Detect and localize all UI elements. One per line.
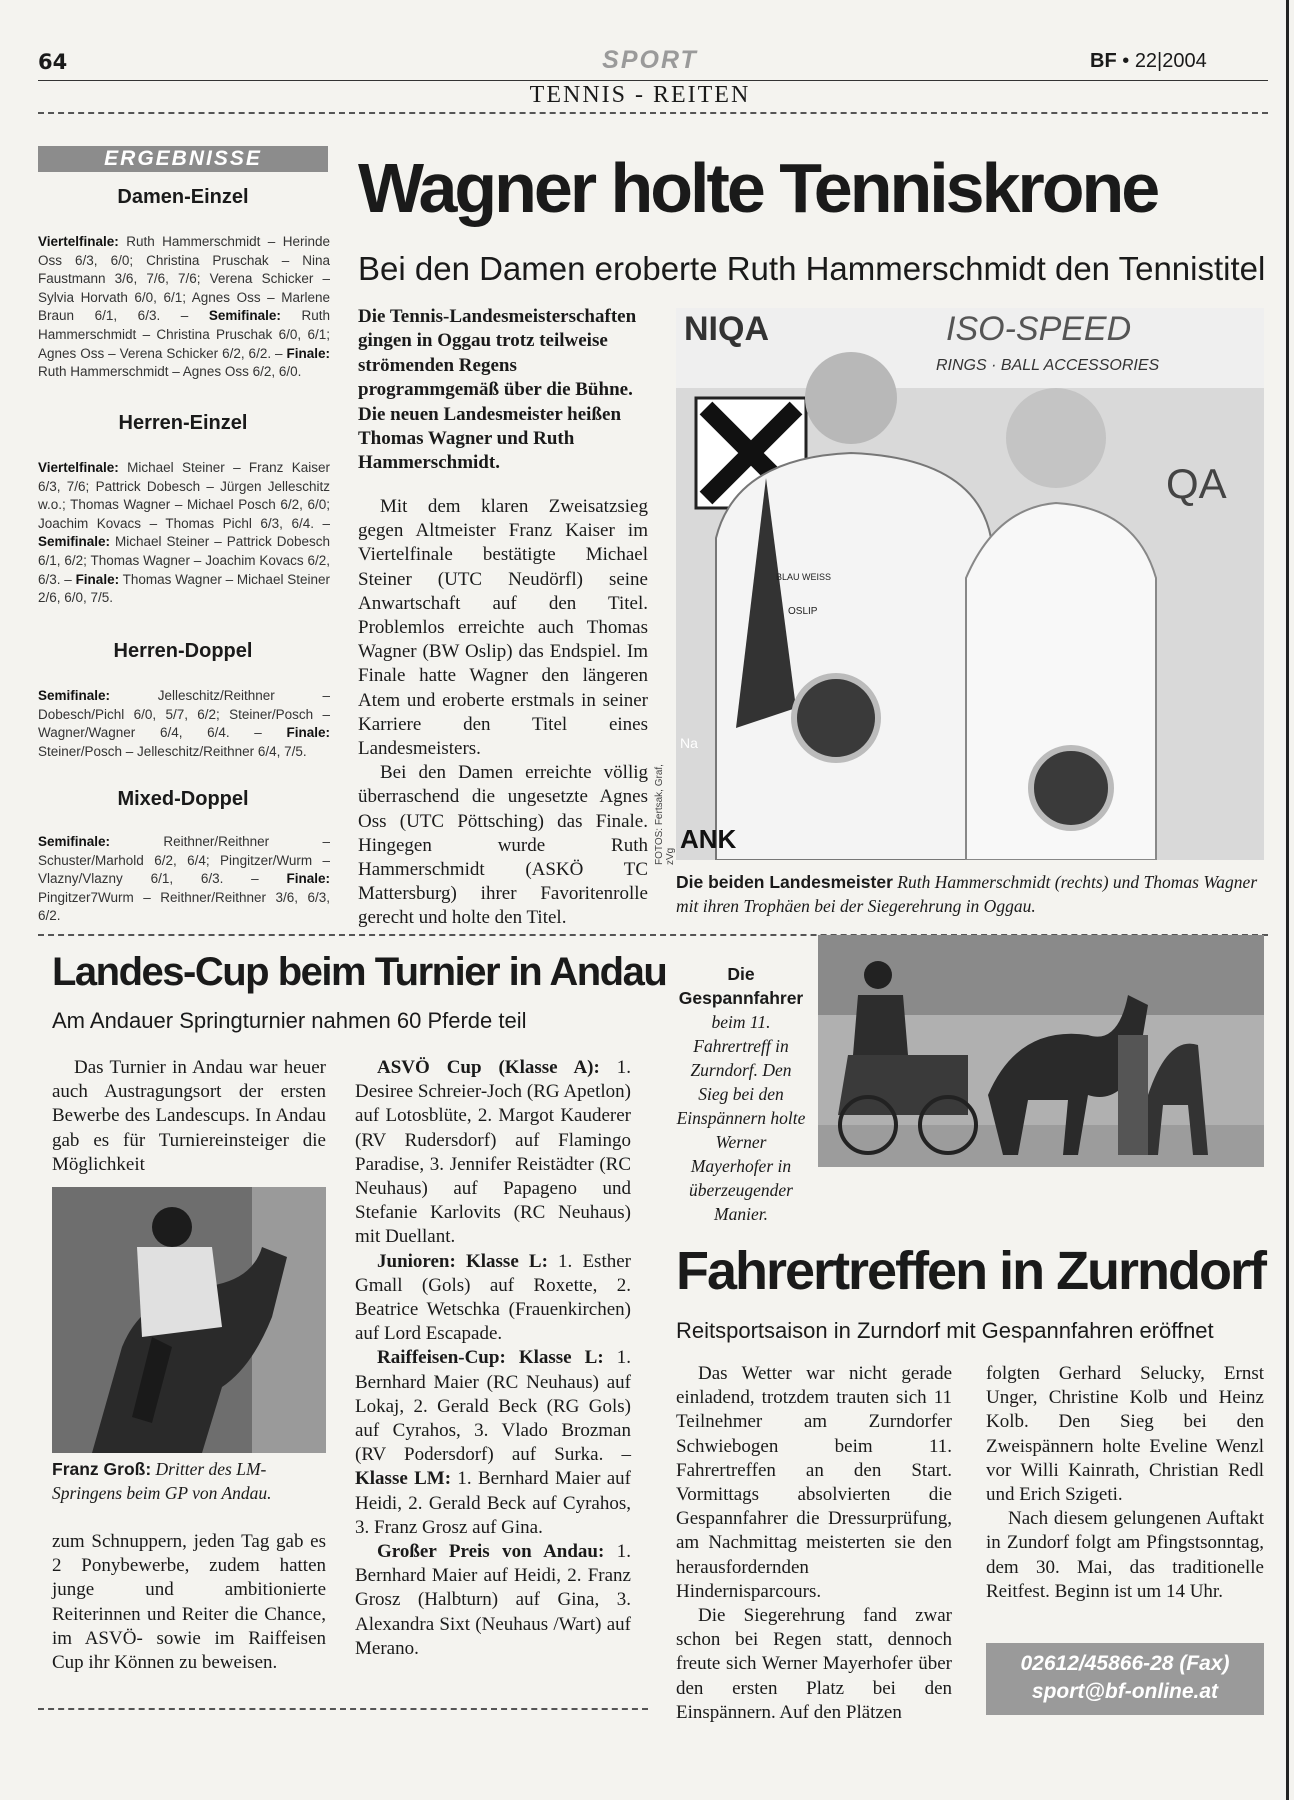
zurndorf-photo: [818, 935, 1264, 1167]
result-text: Ruth Hammerschmidt – Herinde Oss 6/3, 6/0; Christina Pruschak – Nina Faustmann 3/6, 7/6, 7/6; Verena Schicker – Sylvia Horvath 6/0, 6/1; Agnes Oss – Marlene Braun 6/1, 6/3. –: [38, 234, 330, 324]
tennis-caption-bold: Die beiden Landesmeister: [676, 872, 893, 892]
results-herren-einzel: [38, 459, 330, 608]
result-label: Semifinale:: [38, 834, 111, 849]
results-heading-herren-einzel: Herren-Einzel: [118, 412, 248, 434]
tennis-headline: Wagner holte Tenniskrone: [358, 149, 1158, 227]
results-mixed-doppel: [38, 833, 330, 926]
tennis-paragraph: Mit dem klaren Zweisatzsieg gegen Altmeister Franz Kaiser im Viertelfinale bestätigte Michael Steiner (UTC Neudörfl) seine Anwartschaft auf den Titel. Problemlos erreichte auch Thomas Wagner (BW Oslip) das Endspiel. Im Finale hatte Wagner den längeren Atem und eroberte erstmals in seiner Karriere den Titel eines Landesmeisters.: [358, 496, 648, 760]
andau-result-text: 1. Bernhard Maier (RC Neuhaus) auf Lokaj, 2. Gerald Beck (RG Gols) auf Cyrahos, 3. Vlado Brozman (RV Podersdorf) auf Surka. –: [355, 1347, 631, 1466]
zurndorf-col2: [986, 1362, 1264, 1604]
tennis-caption: [676, 870, 1264, 918]
contact-phone: 02612/45866-28 (Fax): [1020, 1652, 1230, 1675]
tennis-photo-image: [676, 308, 1264, 860]
paper-name: BF: [1090, 50, 1117, 72]
result-label: Finale:: [286, 725, 330, 741]
andau-photo: [52, 1187, 326, 1453]
andau-result-text: 1. Desiree Schreier-Joch (RG Apetlon) auf Lotosblüte, 2. Margot Kauderer (RV Rudersdorf) auf Flamingo Paradise, 3. Jennifer Reistädter (RC Neuhaus) auf Papageno und Stefanie Karlovits (RC Neuhaus) mit Duellant.: [355, 1057, 632, 1248]
sign-oslip: OSLIP: [788, 606, 818, 617]
tennis-body: [358, 495, 648, 931]
header-divider: [38, 112, 1268, 114]
andau-result-label: ASVÖ Cup (Klasse A):: [377, 1057, 600, 1078]
andau-col1-top: [52, 1056, 326, 1177]
result-text: Reithner/Reithner – Schuster/Marhold 6/2, 6/4; Pingitzer/Wurm – Vlazny/Vlazny 6/1, 6/3. –: [38, 834, 330, 887]
result-label: Semifinale:: [38, 534, 111, 550]
tennis-paragraph: Bei den Damen erreichte völlig überraschend die ungesetzte Agnes Oss (UTC Pöttsching) das Finale. Hingegen wurde Ruth Hammerschmidt (ASKÖ TC Mattersburg) ihrer Favoritenrolle gerecht und holte den Titel.: [358, 762, 648, 929]
zurndorf-headline: Fahrertreffen in Zurndorf: [676, 1241, 1266, 1301]
zurndorf-photo-image: [818, 935, 1264, 1167]
sign-accessories: RINGS · BALL ACCESSORIES: [936, 357, 1160, 374]
andau-photo-image: [52, 1187, 326, 1453]
zurndorf-paragraph: Das Wetter war nicht gerade einladend, trotzdem trauten sich 11 Teilnehmer am Zurndorfer Schwiebogen beim 11. Fahrertreffen an den Start. Vormittags absolvierten die Gespannfahrer die Dressurprüfung, am Nachmittag meisterten sie den herausfordernden Hindernisparcours.: [676, 1363, 952, 1602]
andau-col2: [355, 1056, 631, 1661]
andau-result-label: Klasse LM:: [355, 1468, 452, 1490]
andau-paragraph: Das Turnier in Andau war heuer auch Austragungsort der ersten Bewerbe des Landescups. In Andau gab es für Turniereinsteiger die Möglichkeit: [52, 1057, 326, 1175]
results-heading-herren-doppel: Herren-Doppel: [113, 640, 253, 662]
result-label: Finale:: [286, 871, 330, 887]
bullet: •: [1122, 50, 1130, 72]
topic-label: TENNIS - REITEN: [529, 82, 751, 108]
zurndorf-paragraph: folgten Gerhard Selucky, Ernst Unger, Christine Kolb und Heinz Kolb. Den Sieg bei den Zweispännern holte Eveline Wenzl vor Willi Kainrath, Christian Redl und Erich Szigeti.: [986, 1363, 1264, 1506]
andau-paragraph: zum Schnuppern, jeden Tag gab es 2 Ponybewerbe, zudem hatten junge und ambitionierte Reiterinnen und Reiter die Chance, im ASVÖ- sowie im Raiffeisen Cup ihr Können zu beweisen.: [52, 1531, 326, 1674]
andau-caption-bold: Franz Groß:: [52, 1459, 152, 1479]
sign-iso-speed: ISO-SPEED: [946, 310, 1132, 348]
section-label: SPORT: [602, 46, 698, 74]
results-herren-doppel: [38, 687, 330, 761]
andau-caption-text: Dritter des LM-Springens beim GP von Andau.: [52, 1459, 272, 1503]
result-label: Finale:: [75, 571, 120, 587]
issue-number: 22|2004: [1134, 50, 1207, 72]
result-text: Jelleschitz/Reithner – Dobesch/Pichl 6/0, 5/7, 6/2; Steiner/Posch – Wagner/Wagner 6/4, 6/4. –: [38, 688, 330, 741]
andau-bottom-divider: [38, 1708, 648, 1710]
zurndorf-caption: [676, 962, 806, 1226]
header-rule: [38, 80, 1268, 81]
andau-headline: Landes-Cup beim Turnier in Andau: [52, 950, 667, 994]
sign-blau-weiss: BLAU WEISS: [776, 572, 832, 582]
result-label: Semifinale:: [38, 688, 111, 703]
results-heading-damen-einzel: Damen-Einzel: [117, 186, 249, 208]
page-edge: [1286, 0, 1289, 1800]
andau-result-label: Raiffeisen-Cup: Klasse L:: [377, 1347, 604, 1369]
photo-credit: FOTOS: Fertsak, Graf, zVg: [654, 764, 676, 865]
andau-result-text: 1. Esther Gmall (Gols) auf Roxette, 2. Beatrice Wetschka (Frauenkirchen) auf Lord Escapade.: [355, 1250, 631, 1345]
zurndorf-paragraph: Nach diesem gelungenen Auftakt in Zundorf folgt am Pfingstsonntag, dem 30. Mai, das traditionelle Reitfest. Beginn ist um 14 Uhr.: [986, 1508, 1264, 1602]
andau-result-text: 1. Bernhard Maier auf Heidi, 2. Franz Grosz (Halbturn) auf Gina, 3. Alexandra Sixt (Neuhaus /Wart) auf Merano.: [355, 1541, 632, 1659]
andau-result-label: Junioren: Klasse L:: [377, 1250, 548, 1272]
tennis-lead: Die Tennis-Landesmeisterschaften gingen in Oggau trotz teilweise strömenden Regens programmgemäß über die Bühne. Die neuen Landesmeister heißen Thomas Wagner und Ruth Hammerschmidt.: [358, 306, 637, 474]
zurndorf-paragraph: Die Siegerehrung fand zwar schon bei Regen statt, dennoch freute sich Werner Mayerhofer über den ersten Platz bei den Einspännern. Auf den Plätzen: [676, 1605, 952, 1723]
zurndorf-col1: [676, 1362, 952, 1725]
result-text: Steiner/Posch – Jelleschitz/Reithner 6/4, 7/5.: [38, 743, 307, 759]
zurndorf-subheadline: Reitsportsaison in Zurndorf mit Gespannfahren eröffnet: [676, 1318, 1214, 1343]
results-box: [38, 146, 328, 172]
result-text: Ruth Hammerschmidt – Christina Pruschak 6/0, 6/1; Agnes Oss – Verena Schicker 6/2, 6/2. –: [38, 308, 330, 361]
result-label: Viertelfinale:: [38, 460, 119, 475]
result-text: Thomas Wagner – Michael Steiner 2/6, 6/0, 7/5.: [38, 571, 330, 606]
andau-result-text: 1. Bernhard Maier auf Heidi, 2. Gerald Beck auf Cyrahos, 3. Franz Grosz auf Gina.: [355, 1468, 631, 1538]
contact-box: [986, 1643, 1264, 1715]
andau-caption: [52, 1457, 326, 1505]
results-heading-mixed-doppel: Mixed-Doppel: [117, 788, 249, 810]
andau-col1-bottom: [52, 1530, 326, 1675]
andau-subheadline: Am Andauer Springturnier nahmen 60 Pferde teil: [52, 1008, 527, 1033]
tennis-subheadline: Bei den Damen eroberte Ruth Hammerschmidt den Tennistitel: [358, 250, 1266, 287]
zurndorf-caption-text: beim 11. Fahrertreff in Zurndorf. Den Sieg bei den Einspännern holte Werner Mayerhofer in überzeugender Manier.: [676, 1012, 806, 1224]
result-label: Finale:: [286, 345, 330, 361]
page-number: 64: [38, 50, 68, 74]
sign-niqa: NIQA: [684, 310, 769, 348]
tennis-caption-text: Ruth Hammerschmidt (rechts) und Thomas Wagner mit ihren Trophäen bei der Siegerehrung in Oggau.: [676, 872, 1258, 916]
tennis-photo: [676, 308, 1264, 860]
issue-info: [1090, 50, 1207, 73]
result-text: Pingitzer7Wurm – Reithner/Reithner 3/6, 6/3, 6/2.: [38, 889, 330, 924]
result-label: Viertelfinale:: [38, 234, 119, 249]
result-text: Ruth Hammerschmidt – Agnes Oss 6/2, 6/0.: [38, 364, 302, 380]
result-label: Semifinale:: [208, 308, 281, 324]
results-box-title: ERGEBNISSE: [104, 147, 262, 170]
sign-qa: QA: [1166, 460, 1227, 507]
zurndorf-caption-bold: Die Gespannfahrer: [678, 964, 804, 1008]
andau-result-label: Großer Preis von Andau:: [377, 1541, 605, 1563]
result-text: Michael Steiner – Franz Kaiser 6/3, 7/6; Pattrick Dobesch – Jürgen Jelleschitz w.o.; Thomas Wagner – Michael Posch 6/2, 6/0; Joachim Kovacs – Thomas Pichl 6/3, 6/4. –: [38, 460, 330, 531]
contact-email[interactable]: sport@bf-online.at: [1031, 1680, 1219, 1703]
sign-na: Na: [680, 735, 698, 751]
sign-ank: ANK: [680, 824, 737, 854]
result-text: Michael Steiner – Pattrick Dobesch 6/1, 6/2; Thomas Wagner – Joachim Kovacs 6/2, 6/3. –: [38, 534, 330, 587]
results-damen-einzel: [38, 233, 330, 382]
